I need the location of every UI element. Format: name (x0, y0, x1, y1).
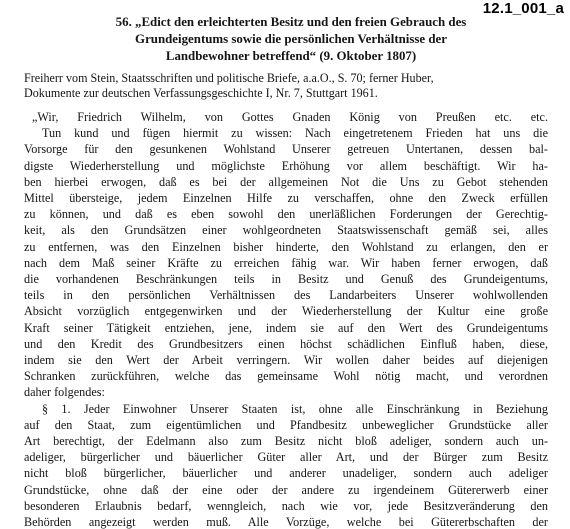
body-line: Grundstücke, ohne daß der eine oder der andere zu irgendeinem Gütererwerb einer (24, 482, 548, 497)
body-line: nicht bloß bürgerlicher, bäuerlicher und anderer unadeliger, sondern auch adeliger (24, 466, 548, 481)
body-line: digste Wiederherstellung und möglichste Erhöhung vor allem beschäftigt. Wir ha- (24, 158, 548, 173)
body-line: die vorhandenen Beschränkungen teils in Besitz und Genuß des Grundeigentums, (24, 272, 548, 287)
body-line: adeliger, bürgerlicher und bäuerlicher Güter aller Art, und der Bürger zum Besitz (24, 450, 548, 465)
body-line: Tun kund und fügen hiermit zu wissen: Nach eingetretenem Frieden hat uns die (42, 126, 548, 141)
body-line: besonderen Erlaubnis bedarf, wenngleich, nach wie vor, jede Besitzveränderung den (24, 498, 548, 513)
body-line: auf den Staat, zum eigentümlichen und Pfandbesitz unbeweglicher Grundstücke aller (24, 417, 548, 432)
page-label: 12.1_001_a (482, 0, 564, 17)
source-line: Dokumente zur deutschen Verfassungsgeschichte I, Nr. 7, Stuttgart 1961. (24, 86, 378, 100)
body-line: Mittel übersteige, jedem Einzelnen Hilfe zu verschaffen, ohne den Zweck erfüllen (24, 191, 548, 206)
body-line: indem sie den Wert der Arbeit verringern. Wir wollen daher beides auf diejenigen (24, 353, 548, 368)
heading-line: 56. „Edict den erleichterten Besitz und den freien Gebrauch des (115, 15, 467, 29)
body-line: zu entfernen, was den Einzelnen bisher hinderte, den Wohlstand zu erlangen, den er (24, 239, 548, 254)
heading-line: Grundeigentums sowie die persönlichen Verhältnisse der (135, 32, 447, 46)
heading-line: Landbewohner betreffend“ (9. Oktober 1807) (165, 49, 417, 63)
body-line: ben hierbei erwogen, daß es bei der allgemeinen Not die Uns zu Gebot stehenden (24, 174, 548, 189)
body-line: nach dem Maß seiner Kräfte zu erreichen fähig war. Wir haben ferner erwogen, daß (24, 255, 548, 270)
body-line: daher folgendes: (24, 385, 105, 400)
body-line: zu können, und daß es eben sowohl den unerläßlichen Forderungen der Gerechtig- (24, 207, 548, 222)
body-line: Absicht vorzüglich entgegenwirken und der Wiederherstellung der Kultur eine große (24, 304, 548, 319)
document-heading (36, 14, 546, 65)
body-line: Vorsorge für den gesunkenen Wohlstand Unserer getreuen Untertanen, dessen bal- (24, 142, 548, 157)
body-line: § 1. Jeder Einwohner Unserer Staaten ist, ohne alle Einschränkung in Beziehung (42, 401, 548, 416)
body-line: Kraft seiner Tätigkeit entziehen, jene, indem sie auf den Wert des Grundeigentums (24, 320, 548, 335)
body-line: Behörden angezeigt werden muß. Alle Vorzüge, welche bei Gütererbschaften der (24, 515, 548, 529)
body-line: „Wir, Friedrich Wilhelm, von Gottes Gnaden König von Preußen etc. etc. (32, 110, 548, 124)
body-line: keit, als den Grundsätzen einer wohlgeordneten Staatswissenschaft gemäß sei, alles (24, 223, 548, 238)
source-citation (24, 71, 548, 101)
body-line: Schranken zurückführen, welche das gemeinsame Wohl nötig macht, und verordnen (24, 369, 548, 384)
document-body (24, 109, 548, 529)
body-line: teils in den persönlichen Verhältnissen des Landarbeiters Unserer wohlwollenden (24, 288, 548, 303)
source-line: Freiherr vom Stein, Staatsschriften und politische Briefe, a.a.O., S. 70; ferner Huber, (24, 71, 434, 85)
body-line: und den Kredit des Grundbesitzers einen höchst schädlichen Einfluß haben, diese, (24, 336, 548, 351)
body-line: Art berechtigt, der Edelmann also zum Besitz nicht bloß adeliger, sondern auch un- (24, 434, 548, 449)
